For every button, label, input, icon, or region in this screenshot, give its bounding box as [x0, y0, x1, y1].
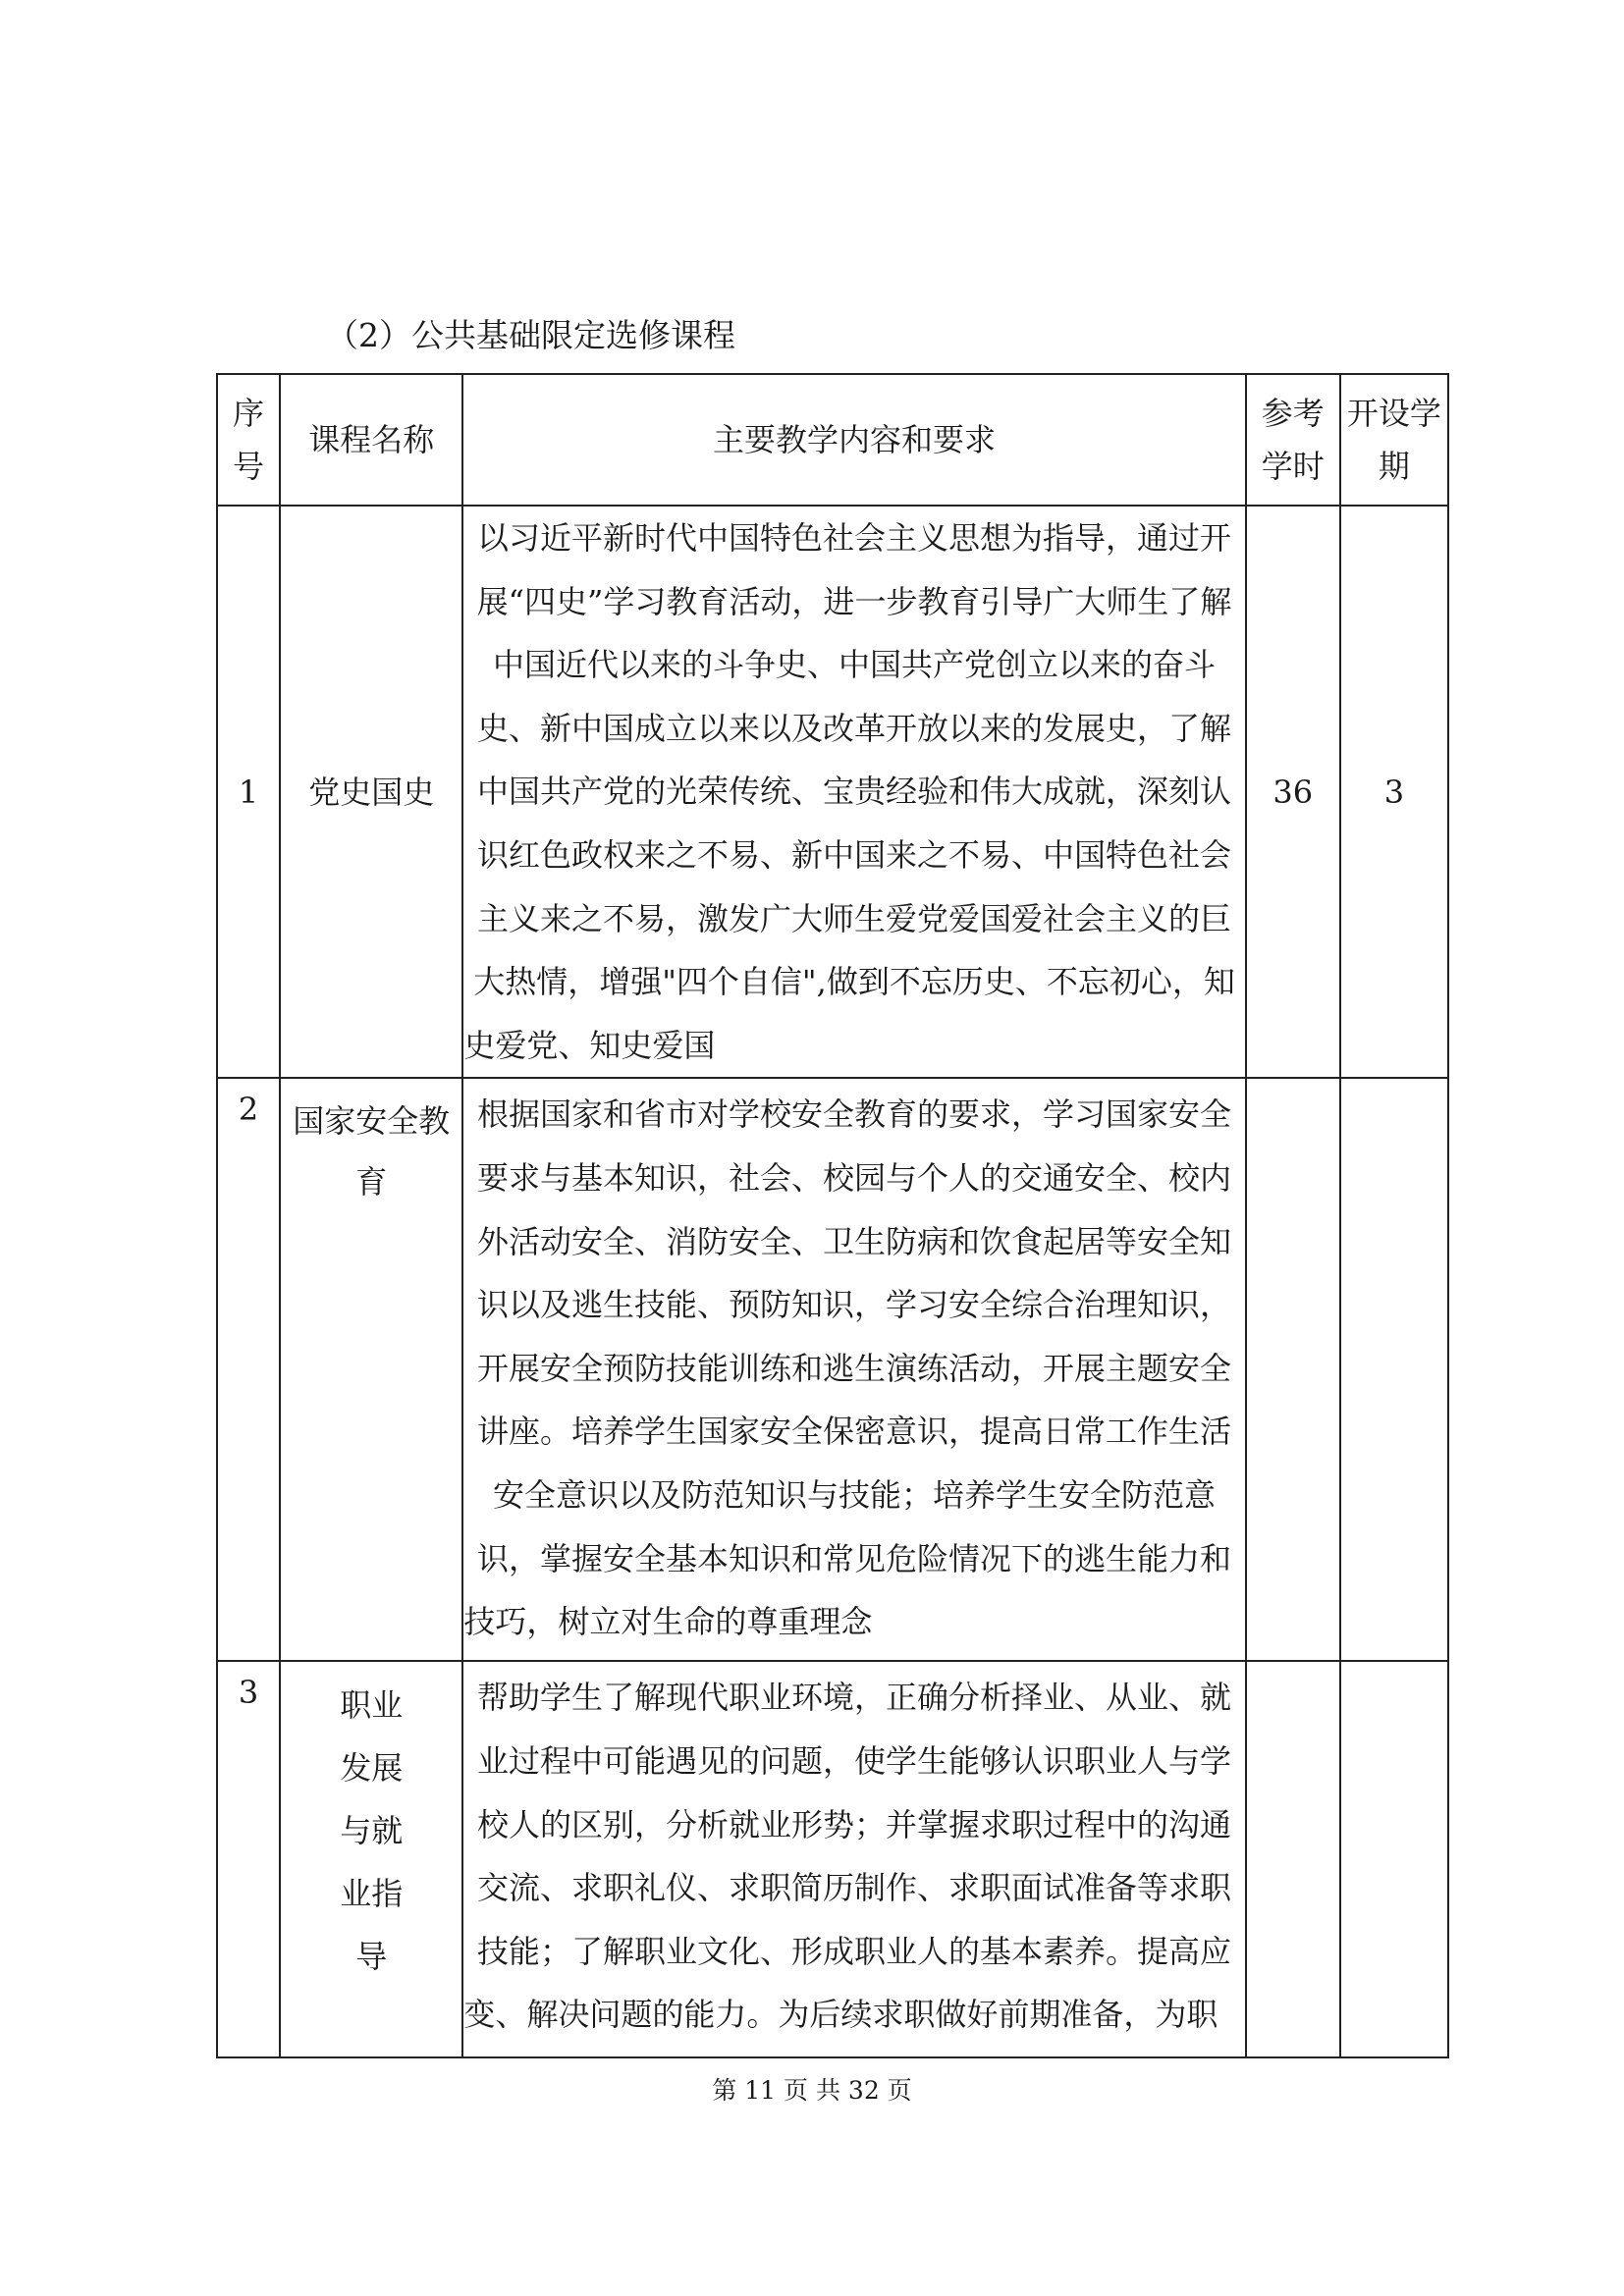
row-no: 2 [217, 1078, 280, 1661]
header-name: 课程名称 [280, 374, 462, 506]
course-table [216, 373, 1449, 2058]
row-no: 3 [217, 1661, 280, 2057]
row-term [1340, 1078, 1448, 1661]
row-name: 国家安全教育 [280, 1078, 462, 1661]
table-row [217, 506, 1448, 1078]
page-footer: 第 11 页 共 32 页 [712, 2076, 912, 2105]
header-content: 主要教学内容和要求 [462, 374, 1245, 506]
row-hours [1246, 1078, 1340, 1661]
header-term: 开设学期 [1340, 374, 1448, 506]
row-name: 职业发展与就业指导 [280, 1661, 462, 2057]
header-no: 序号 [217, 374, 280, 506]
row-term [1340, 1661, 1448, 2057]
row-name: 党史国史 [280, 506, 462, 1078]
table-row [217, 1661, 1448, 2057]
row-hours [1246, 1661, 1340, 2057]
header-hours: 参考学时 [1246, 374, 1340, 506]
row-content: 根据国家和省市对学校安全教育的要求，学习国家安全要求与基本知识，社会、校园与个人的交通安全、校内外活动安全、消防安全、卫生防病和饮食起居等安全知识以及逃生技能、预防知识，学习安全综合治理知识，开展安全预防技能训练和逃生演练活动，开展主题安全讲座。培养学生国家安全保密意识，提高日常工作生活安全意识以及防范知识与技能；培养学生安全防范意识，掌握安全基本知识和常见危险情况下的逃生能力和技巧，树立对生命的尊重理念 [462, 1078, 1245, 1661]
row-no: 1 [217, 506, 280, 1078]
table-row [217, 1078, 1448, 1661]
row-content: 以习近平新时代中国特色社会主义思想为指导，通过开展“四史”学习教育活动，进一步教育引导广大师生了解中国近代以来的斗争史、中国共产党创立以来的奋斗史、新中国成立以来以及改革开放以来的发展史，了解中国共产党的光荣传统、宝贵经验和伟大成就，深刻认识红色政权来之不易、新中国来之不易、中国特色社会主义来之不易，激发广大师生爱党爱国爱社会主义的巨大热情，增强"四个自信",做到不忘历史、不忘初心，知史爱党、知史爱国 [462, 506, 1245, 1078]
section-title: （2）公共基础限定选修课程 [326, 316, 735, 354]
row-hours: 36 [1246, 506, 1340, 1078]
row-term: 3 [1340, 506, 1448, 1078]
table-header-row [217, 374, 1448, 506]
row-content: 帮助学生了解现代职业环境，正确分析择业、从业、就业过程中可能遇见的问题，使学生能够认识职业人与学校人的区别，分析就业形势；并掌握求职过程中的沟通交流、求职礼仪、求职简历制作、求职面试准备等求职技能；了解职业文化、形成职业人的基本素养。提高应变、解决问题的能力。为后续求职做好前期准备，为职 [462, 1661, 1245, 2057]
